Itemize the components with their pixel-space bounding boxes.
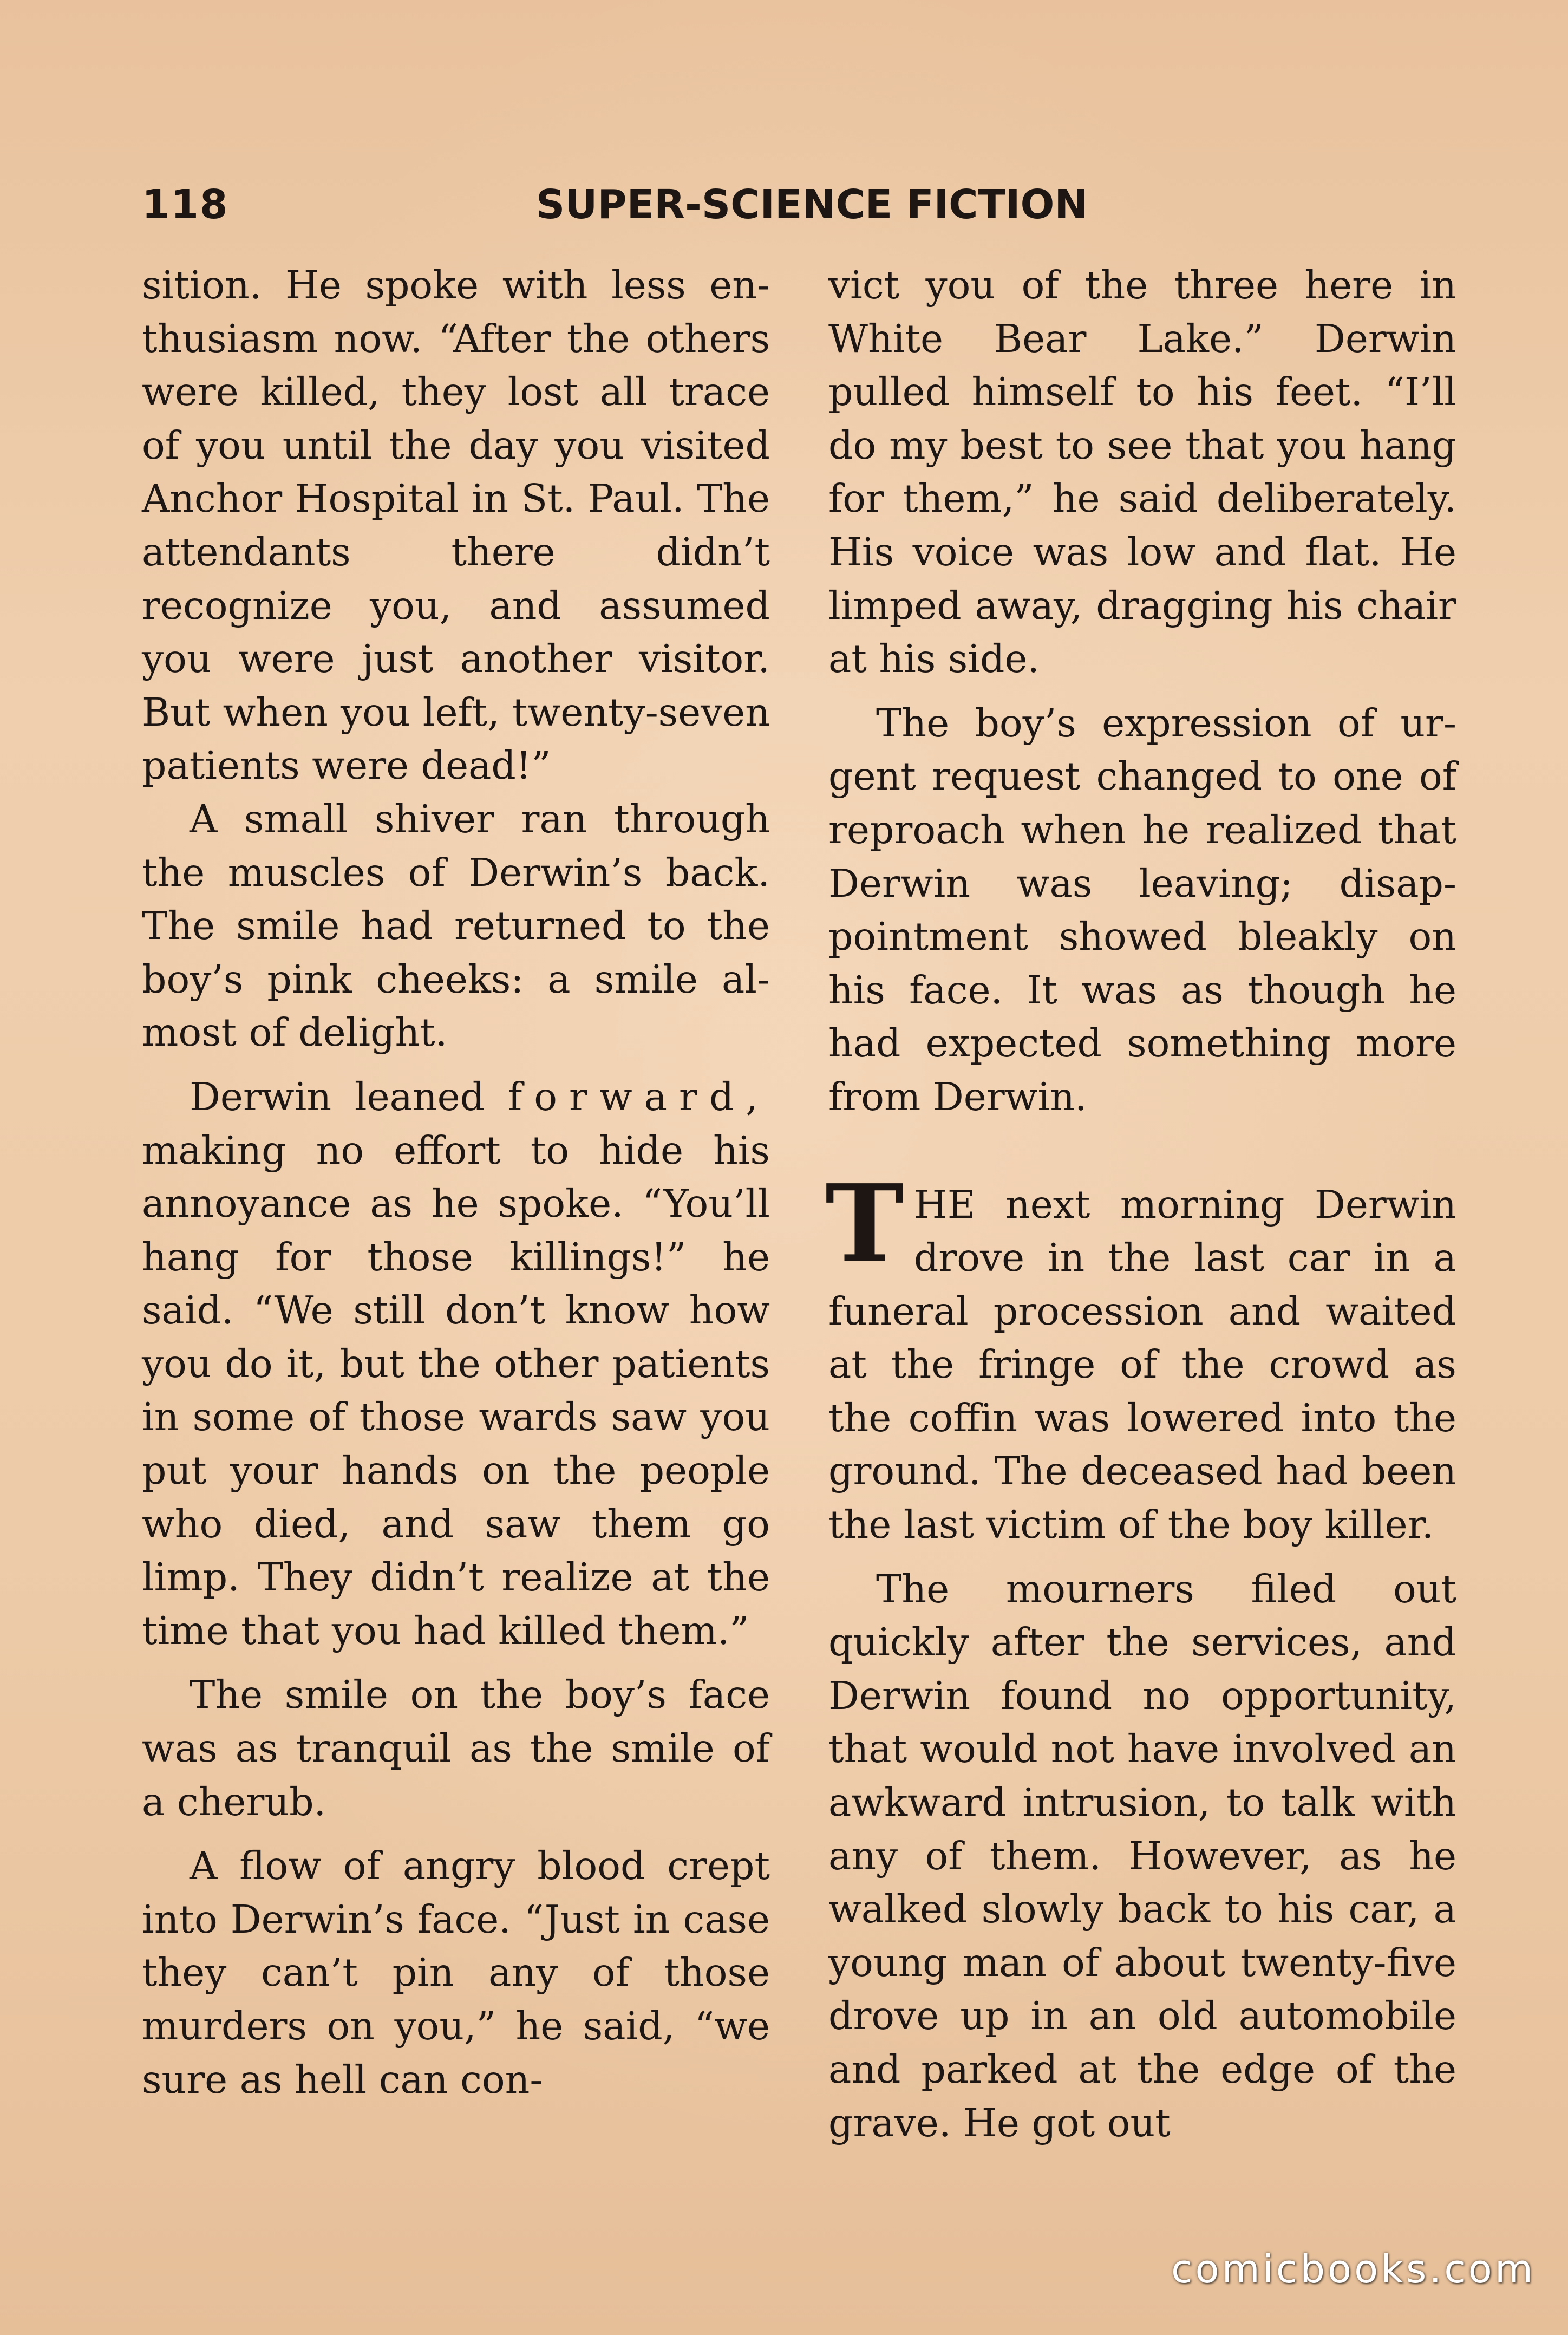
paragraph: A flow of angry blood crept into Derwin’s face. “Just in case they can’t pin any of those murders on you,” he said, “we sure as hell can con- xyxy=(142,1843,770,2102)
paragraph-text: Derwin leaned xyxy=(190,1074,508,1119)
paragraph xyxy=(142,1071,770,1658)
paragraph: A small shiver ran through the muscles of Derwin’s back. The smile had returned to the boy’s pink cheeks: a smile almost of delight. xyxy=(142,796,770,1055)
paragraph: The smile on the boy’s face was as tranquil as the smile of a cherub. xyxy=(142,1672,770,1824)
paragraph-text: HE next morning Derwin drove in the last car in a funeral procession and waited at the fringe of the crowd as the coffin was lowered into the ground. The deceased had been the last victim of the boy killer. xyxy=(828,1182,1456,1548)
page-number: 118 xyxy=(142,181,229,228)
paragraph: The boy’s expression of urgent request changed to one of reproach when he realized that Derwin was leaving; disappointment showed bleakly on his face. It was as though he had expected something more from Derwin. xyxy=(828,700,1456,1119)
paragraph: vict you of the three here in White Bear Lake.” Derwin pulled himself to his feet. “I’ll do my best to see that you hang for them,” he said deliberately. His voice was low and flat. He limped away, dragging his chair at his side. xyxy=(828,263,1456,682)
emphasized-word: forward, xyxy=(507,1074,770,1119)
watermark: comicbooks.com xyxy=(1171,2246,1536,2292)
paragraph: sition. He spoke with less enthusiasm now. “After the others were killed, they lost all trace of you until the day you visited Anchor Hospital in St. Paul. The attendants there didn’t recognize you, and assumed you were just another visitor. But when you left, twenty-seven patients were dead!” xyxy=(142,263,770,788)
left-column xyxy=(142,259,770,2106)
paragraph-text: making no effort to hide his annoyance as he spoke. “You’ll hang for those killings!” he said. “We still don’t know how you do it, but the other patients in some of those wards saw you put your hands on the people who died, and saw them go limp. They didn’t realize at the time that you had killed them.” xyxy=(142,1127,770,1653)
section-opening-paragraph xyxy=(825,1161,1456,1552)
drop-cap: T xyxy=(825,1161,904,1286)
page-header xyxy=(142,181,1468,236)
paragraph: The mourners filed out quickly after the services, and Derwin found no opportunity, that would not have involved an awkward intrusion, to talk with any of them. However, as he walked slowly back to his car, a young man of about twenty-five drove up in an old automobile and parked at the edge of the grave. He got out xyxy=(828,1566,1456,2145)
right-column xyxy=(825,259,1456,2150)
running-title: SUPER-SCIENCE FICTION xyxy=(536,181,1088,228)
